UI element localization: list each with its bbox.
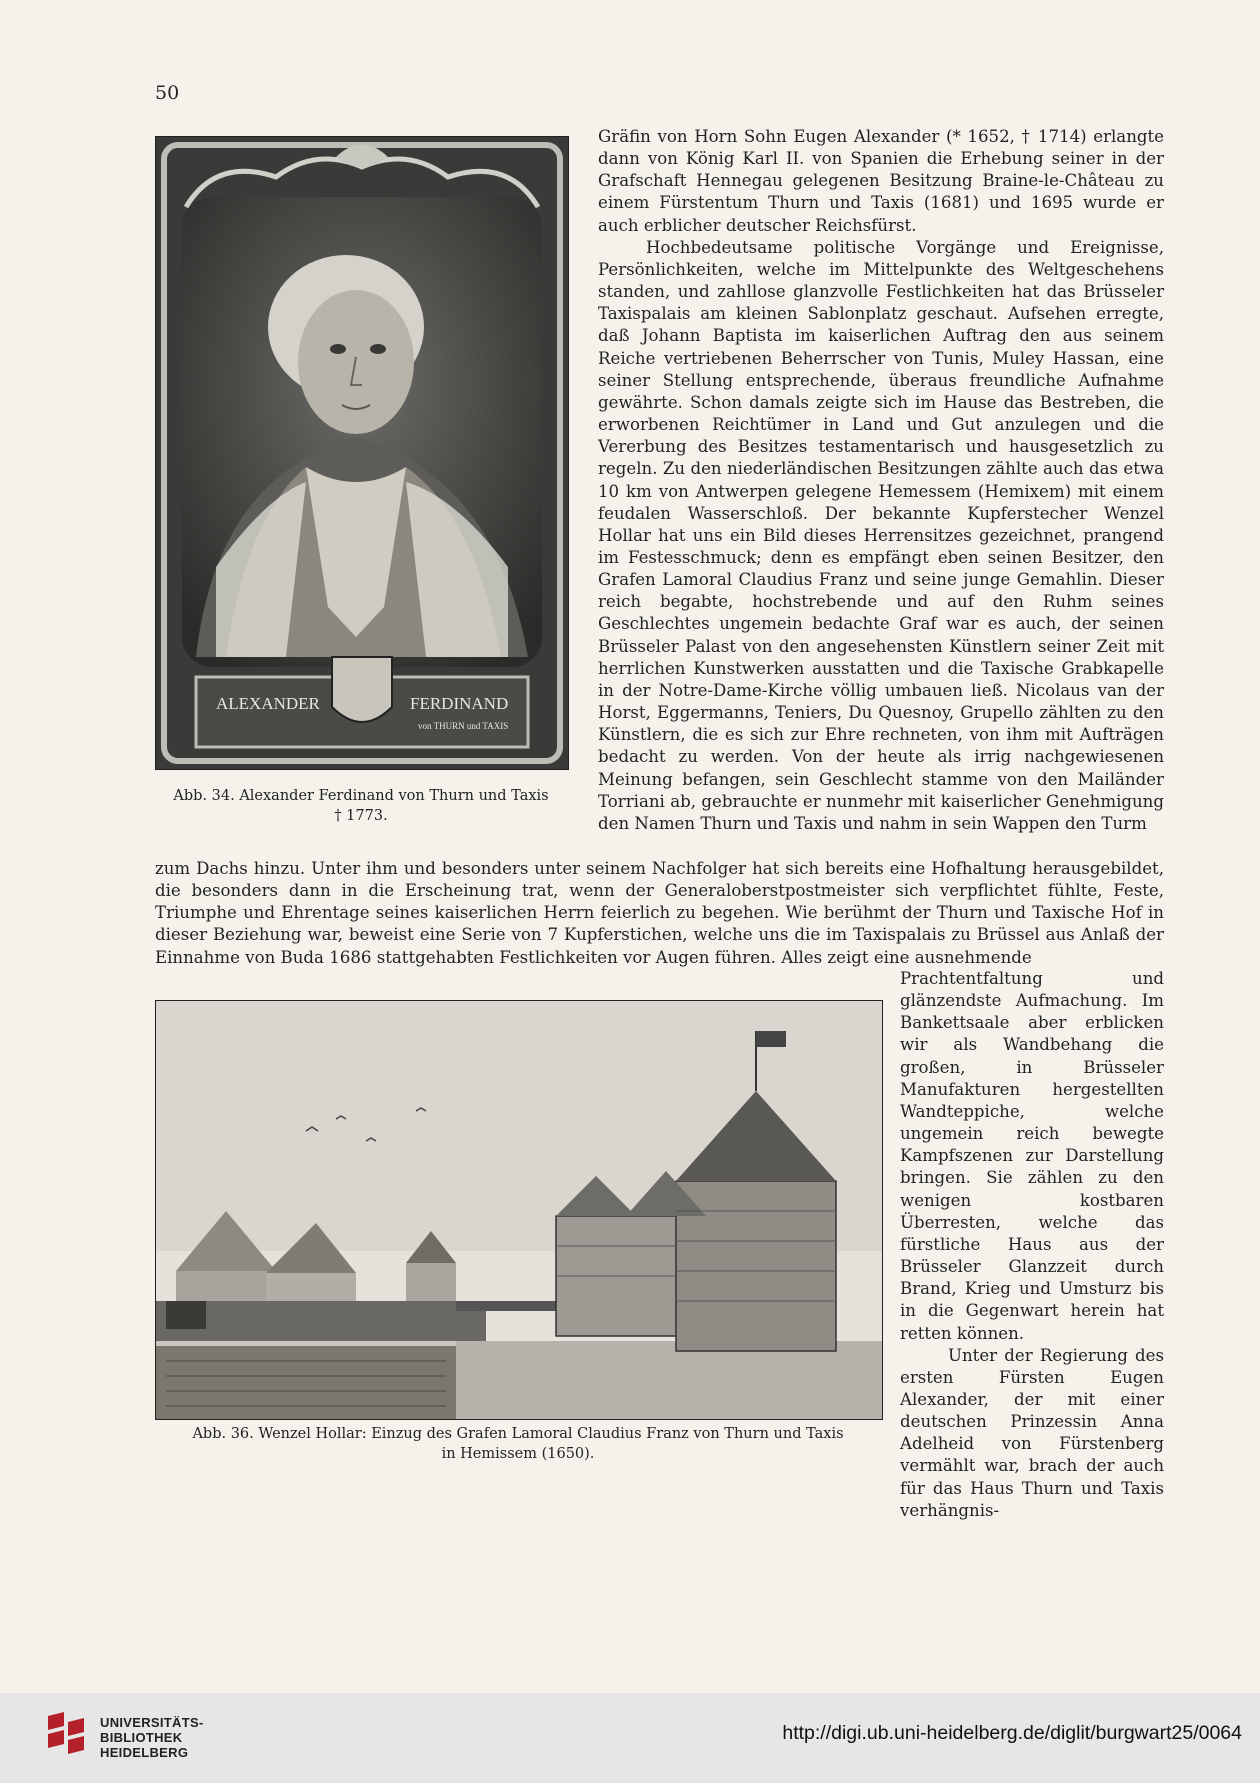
portrait-engraving-image	[155, 136, 569, 770]
figure-34-caption	[155, 786, 567, 826]
library-logo-icon[interactable]	[44, 1708, 90, 1768]
paragraph: Prachtentfaltung und glänzendste Aufmachung. Im Bankettsaale aber erblicken wir als Wandbehang die großen, in Brüsseler Manufakturen hergestellten Wandteppiche, welche ungemein reich bewegte Kampfszenen zur Darstellung bringen. Sie zählen zu den wenigen kostbaren Überresten, welche das fürstliche Haus aus der Brüsseler Glanzzeit durch Brand, Krieg und Umsturz bis in die Gegenwart herein hat retten können.	[900, 969, 1164, 1343]
castle-engraving-image	[155, 1000, 883, 1420]
figure-34-caption-line1: Abb. 34. Alexander Ferdinand von Thurn und Taxis	[173, 788, 549, 804]
paragraph: Hochbedeutsame politische Vorgänge und Ereignisse, Persönlichkeiten, welche im Mittelpunkte des Weltgeschehens standen, und zahllose glanzvolle Festlichkeiten hat das Brüsseler Taxispalais am kleinen Sablonplatz geschaut. Aufsehen erregte, daß Johann Baptista im kaiserlichen Auftrag den aus seinem Reiche vertriebenen Beherrscher von Tunis, Muley Hassan, eine seiner Stellung entsprechende, überaus freundliche Aufnahme gewährte. Schon damals zeigte sich im Hause das Bestreben, die erworbenen Reichtümer in Land und Gut anzulegen und die Vererbung des Besitzes testamentarisch und hausgesetzlich zu regeln. Zu den niederländischen Besitzungen zählte auch das etwa 10 km von Antwerpen gelegene Hemessem (Hemixem) mit einem feudalen Wasserschloß. Der bekannte Kupferstecher Wenzel Hollar hat uns ein Bild dieses Herrensitzes gezeichnet, prangend im Festesschmuck; denn es empfängt eben seinen Besitzer, den Grafen Lamoral Claudius Franz und seine junge Gemahlin. Dieser reich begabte, hochstrebende und auf den Ruhm seines Geschlechtes ungemein bedachte Graf war es auch, der seinen Brüsseler Palast von den angesehensten Künstlern seiner Zeit mit herrlichen Kunstwerken ausstatten und die Taxische Grabkapelle in der Notre-Dame-Kirche völlig umbauen ließ. Nicolaus van der Horst, Eggermanns, Teniers, Du Quesnoy, Grupello zählten zu den Künstlern, die es sich zur Ehre rechneten, von ihm mit Aufträgen bedacht zu werden. Von der heute als irrig nachgewiesenen Meinung befangen, sein Geschlecht stamme von den Mailänder Torriani ab, gebrauchte er nunmehr mit kaiserlicher Genehmigung den Namen Thurn und Taxis und nahm in sein Wappen den Turm	[598, 237, 1164, 833]
figure-36-caption-line1: Abb. 36. Wenzel Hollar: Einzug des Grafen Lamoral Claudius Franz von Thurn und Taxis	[192, 1426, 844, 1442]
plate-label-sub: von THURN und TAXIS	[418, 721, 509, 731]
library-name-line2: BIBLIOTHEK	[100, 1730, 183, 1745]
paragraph: Unter der Regierung des ersten Fürsten Eugen Alexander, der mit einer deutschen Prinzessin Anna Adelheid von Fürstenberg vermählt war, brach der auch für das Haus Thurn und Taxis verhängnis-	[900, 1345, 1164, 1520]
library-name[interactable]	[100, 1715, 204, 1760]
paragraph: Gräfin von Horn Sohn Eugen Alexander (* 1652, † 1714) erlangte dann von König Karl II. von Spanien die Erhebung seiner in der Grafschaft Hennegau gelegenen Besitzung Braine-le-Château zu einem Fürstentum Thurn und Taxis (1681) und 1695 wurde er auch erblicher deutscher Reichsfürst.	[598, 127, 1164, 235]
side-column-text	[900, 968, 1164, 1522]
plate-label-right: FERDINAND	[410, 694, 509, 713]
castle-illustration	[156, 1001, 882, 1419]
full-width-paragraph: zum Dachs hinzu. Unter ihm und besonders unter seinem Nachfolger hat sich bereits eine Hofhaltung herausgebildet, die besonders dann in die Erscheinung trat, wenn der Generaloberstpostmeister sich verpflichtet fühlte, Feste, Triumphe und Ehrentage seines kaiserlichen Herrn feierlich zu begehen. Wie berühmt der Thurn und Taxische Hof in dieser Beziehung war, beweist eine Serie von 7 Kupferstichen, welche uns die im Taxispalais zu Brüssel aus Anlaß der Einnahme von Buda 1686 stattgehabten Festlichkeiten vor Augen führen. Alles zeigt eine ausnehmende	[155, 859, 1164, 967]
figure-36-caption-line2: in Hemissem (1650).	[441, 1446, 595, 1462]
library-name-line1: UNIVERSITÄTS-	[100, 1715, 204, 1730]
page-number: 50	[155, 82, 180, 104]
figure-36-caption	[155, 1424, 881, 1464]
portrait-illustration	[156, 137, 568, 769]
figure-34-caption-line2: † 1773.	[334, 808, 388, 824]
plate-label-left: ALEXANDER	[216, 694, 320, 713]
right-column-text	[598, 126, 1164, 835]
source-url-link[interactable]: http://digi.ub.uni-heidelberg.de/diglit/burgwart25/0064	[782, 1722, 1242, 1744]
library-name-line3: HEIDELBERG	[100, 1745, 189, 1760]
